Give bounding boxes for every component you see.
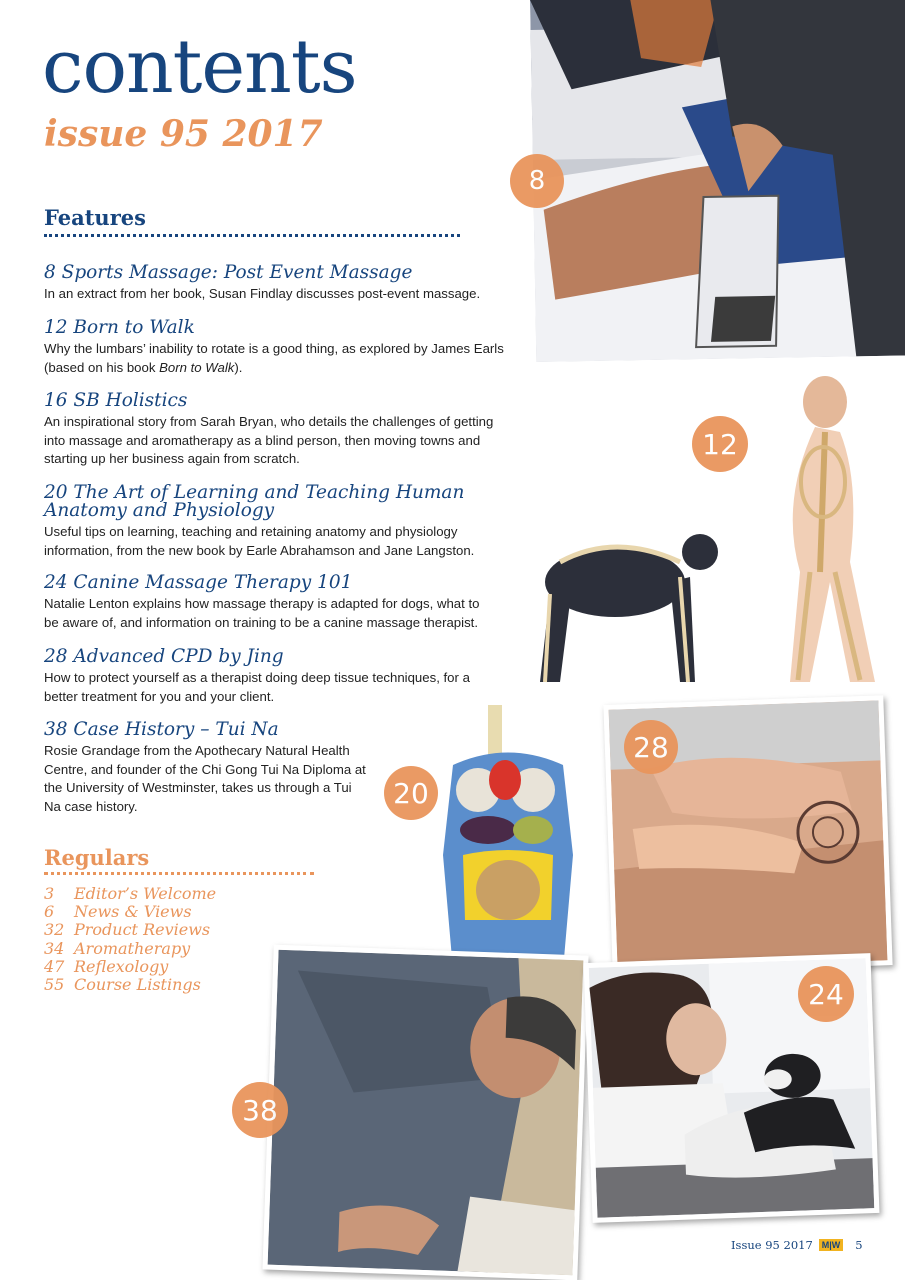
feature-title[interactable]: 28 Advanced CPD by Jing [44, 646, 284, 667]
feature-desc-text: ). [234, 359, 243, 375]
feature-item [44, 484, 494, 560]
regular-label: Editor’s Welcome [74, 884, 217, 903]
feature-item [44, 721, 369, 816]
regular-item[interactable] [44, 921, 216, 939]
page-footer [731, 1238, 863, 1252]
feature-title[interactable]: 8 Sports Massage: Post Event Massage [44, 262, 413, 283]
anatomy-image [433, 705, 583, 970]
feature-desc: Useful tips on learning, teaching and retaining anatomy and physiology information, from the new book by Earle Abrahamson and Jane Langston. [44, 524, 475, 558]
regular-page: 47 [44, 956, 65, 976]
feature-title[interactable]: 12 Born to Walk [44, 317, 195, 338]
feature-desc-text: Why the lumbars’ inability to rotate is a good thing, as explored by James Earls (based on his book [44, 341, 504, 375]
feature-desc: In an extract from her book, Susan Findlay discusses post-event massage. [44, 286, 481, 301]
skeleton-image [530, 362, 905, 697]
regular-label: Product Reviews [74, 920, 211, 940]
regular-item[interactable] [44, 903, 216, 921]
feature-item [44, 392, 514, 469]
regular-label: Course Listings [74, 975, 201, 995]
feature-desc: How to protect yourself as a therapist doing deep tissue techniques, for a better treatment for you and your client. [44, 670, 470, 704]
footer-issue: Issue 95 2017 [731, 1238, 813, 1252]
feature-desc [44, 340, 504, 377]
regular-label: News & Views [74, 902, 192, 922]
regular-item[interactable] [44, 976, 216, 994]
page-20-badge: 20 [384, 766, 438, 820]
feature-item [44, 319, 504, 377]
feature-item [44, 648, 504, 706]
feature-title[interactable]: 38 Case History – Tui Na [44, 719, 279, 740]
regular-page: 55 [44, 975, 65, 995]
feature-title[interactable]: 16 SB Holistics [44, 390, 188, 411]
tui-na-image [268, 950, 584, 1275]
page-12-badge: 12 [692, 416, 748, 472]
regulars-heading: Regulars [44, 845, 150, 870]
regular-item[interactable] [44, 958, 216, 976]
regulars-divider [44, 872, 314, 875]
page-number: 5 [855, 1238, 863, 1252]
regular-page: 32 [44, 920, 65, 940]
page-24-badge: 24 [798, 966, 854, 1022]
feature-desc: Natalie Lenton explains how massage therapy is adapted for dogs, what to be aware of, and information on training to be a canine massage therapist. [44, 596, 480, 630]
page-38-badge: 38 [232, 1082, 288, 1138]
regular-item[interactable] [44, 940, 216, 958]
feature-item [44, 574, 494, 632]
sports-massage-photo [530, 0, 905, 362]
anatomy-photo [433, 705, 583, 970]
page-28-badge: 28 [624, 720, 678, 774]
regulars-list [44, 885, 216, 994]
regular-page: 34 [44, 938, 65, 958]
regular-label: Reflexology [74, 956, 169, 976]
sports-massage-image [530, 0, 905, 362]
feature-item [44, 264, 484, 304]
magazine-logo: M|W [819, 1239, 844, 1251]
feature-desc: Rosie Grandage from the Apothecary Natural Health Centre, and founder of the Chi Gong Tui Na Diploma at the University of Westminster, takes us through a Tui Na case history. [44, 743, 366, 814]
page-title: contents [42, 24, 357, 110]
regular-label: Aromatherapy [74, 938, 191, 958]
book-title: Born to Walk [159, 359, 235, 375]
regular-page: 3 [44, 884, 55, 903]
issue-subtitle: issue 95 2017 [44, 113, 323, 155]
features-divider [44, 234, 460, 237]
feature-title[interactable]: 24 Canine Massage Therapy 101 [44, 572, 353, 593]
regular-item[interactable] [44, 885, 216, 903]
regular-page: 6 [44, 902, 55, 922]
skeleton-photo [530, 362, 905, 697]
features-heading: Features [44, 205, 146, 230]
feature-desc: An inspirational story from Sarah Bryan, who details the challenges of getting into massage and aromatherapy as a blind person, then moving towns and starting up her business again from scratch. [44, 414, 494, 466]
feature-title[interactable]: 20 The Art of Learning and Teaching Human Anatomy and Physiology [44, 482, 465, 521]
tui-na-photo [262, 945, 588, 1280]
page-8-badge: 8 [510, 154, 564, 208]
